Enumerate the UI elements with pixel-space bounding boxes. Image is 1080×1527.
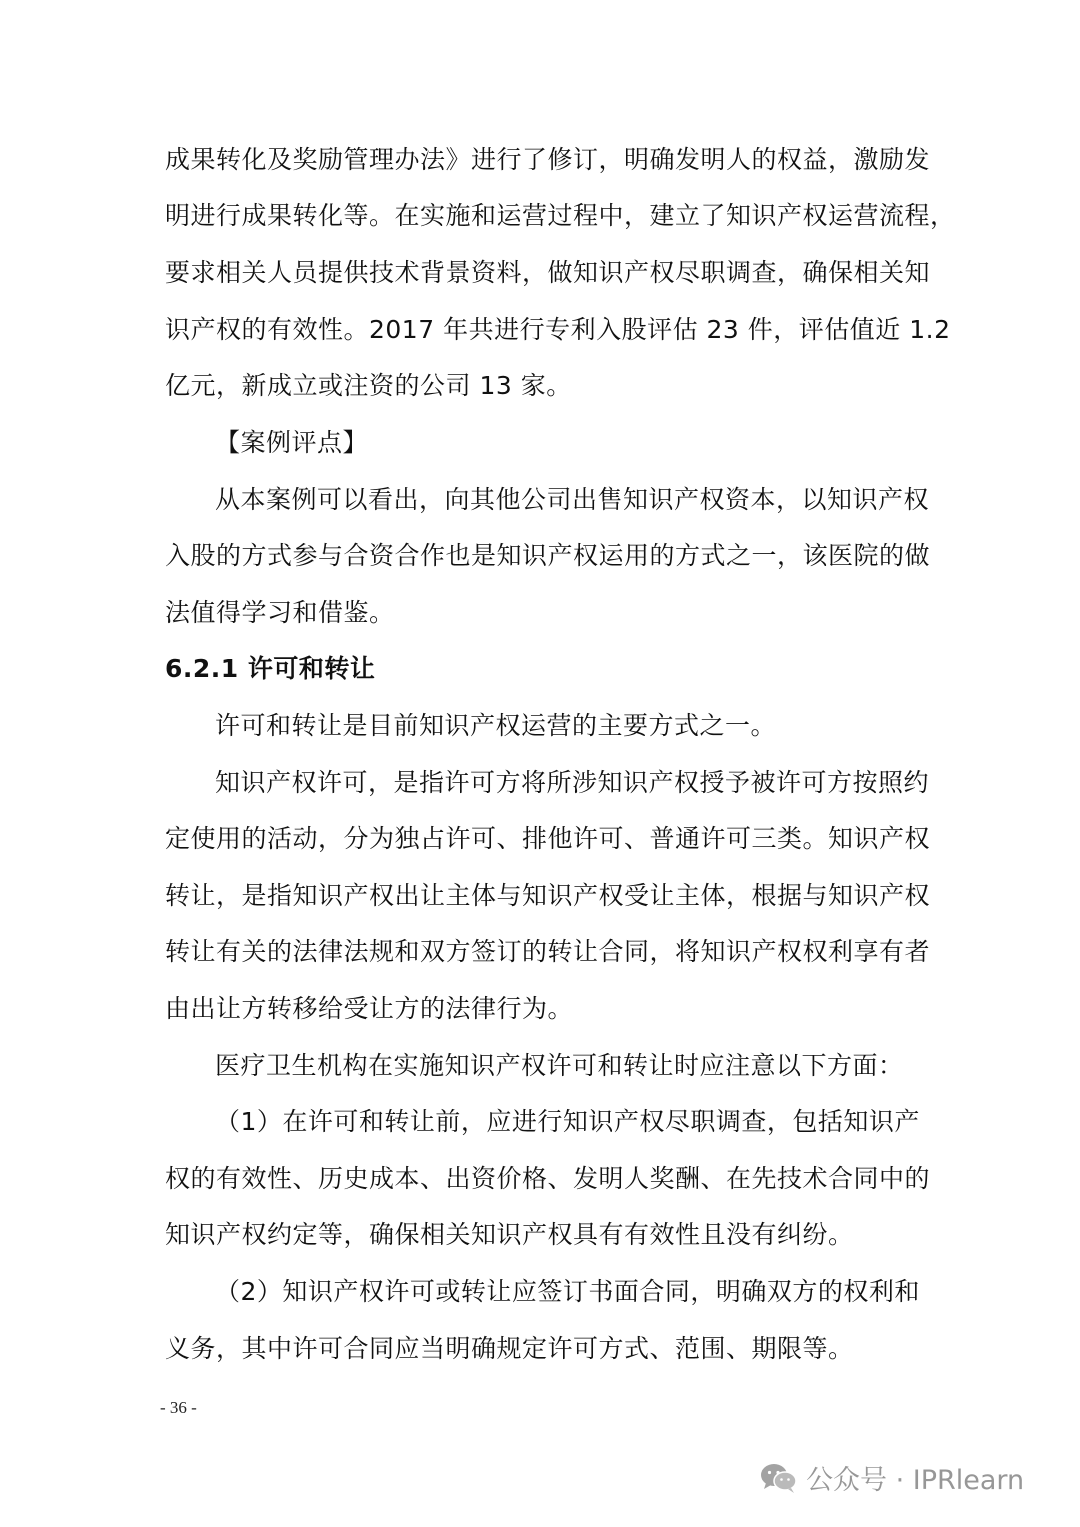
wechat-icon (760, 1462, 798, 1494)
body-line: 知识产权约定等，确保相关知识产权具有有效性且没有纠纷。 (165, 1220, 854, 1249)
list-item: （2）知识产权许可或转让应签订书面合同，明确双方的权利和 (215, 1277, 920, 1306)
body-line: 从本案例可以看出，向其他公司出售知识产权资本，以知识产权 (215, 485, 930, 514)
body-line: 成果转化及奖励管理办法》进行了修订，明确发明人的权益，激励发 (165, 145, 931, 174)
section-heading: 6.2.1 许可和转让 (165, 654, 376, 683)
body-line: 转让，是指知识产权出让主体与知识产权受让主体，根据与知识产权 (165, 881, 931, 910)
body-line: 法值得学习和借鉴。 (165, 598, 395, 627)
body-line: 许可和转让是目前知识产权运营的主要方式之一。 (215, 711, 777, 740)
body-line: 医疗卫生机构在实施知识产权许可和转让时应注意以下方面： (215, 1051, 904, 1080)
body-line: 由出让方转移给受让方的法律行为。 (165, 994, 574, 1023)
body-line: 转让有关的法律法规和双方签订的转让合同，将知识产权权利享有者 (165, 937, 931, 966)
page-number: - 36 - (160, 1398, 197, 1417)
body-line: 义务，其中许可合同应当明确规定许可方式、范围、期限等。 (165, 1334, 854, 1363)
body-line: 权的有效性、历史成本、出资价格、发明人奖酬、在先技术合同中的 (165, 1164, 931, 1193)
body-line: 要求相关人员提供技术背景资料，做知识产权尽职调查，确保相关知 (165, 258, 931, 287)
body-line: 明进行成果转化等。在实施和运营过程中，建立了知识产权运营流程， (165, 201, 956, 230)
case-comment-heading: 【案例评点】 (215, 428, 369, 457)
body-line: 识产权的有效性。2017 年共进行专利入股评估 23 件，评估值近 1.2 (165, 315, 951, 344)
watermark (760, 1458, 1024, 1497)
list-item: （1）在许可和转让前，应进行知识产权尽职调查，包括知识产 (215, 1107, 920, 1136)
body-line: 知识产权许可，是指许可方将所涉知识产权授予被许可方按照约 (215, 768, 930, 797)
body-line: 入股的方式参与合资合作也是知识产权运用的方式之一，该医院的做 (165, 541, 931, 570)
body-line: 定使用的活动，分为独占许可、排他许可、普通许可三类。知识产权 (165, 824, 931, 853)
body-line: 亿元，新成立或注资的公司 13 家。 (165, 371, 572, 400)
watermark-text: 公众号 · IPRlearn (806, 1465, 1025, 1496)
